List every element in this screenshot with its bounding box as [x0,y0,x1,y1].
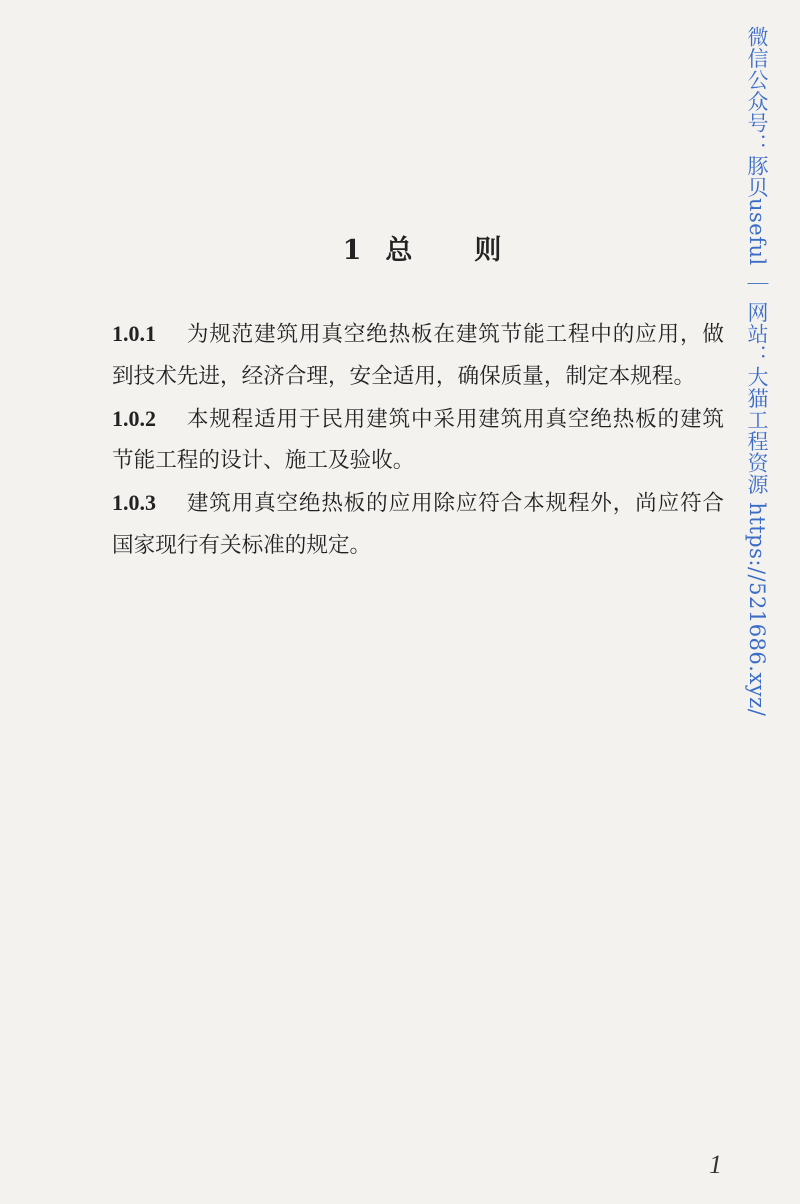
clause-text: 节能工程的设计、施工及验收。 [112,448,415,474]
page-number: 1 [709,1150,722,1179]
clause-line [112,525,724,567]
clauses [112,313,724,567]
clause-text: 建筑用真空绝热板的应用除应符合本规程外，尚应符合 [186,491,724,517]
clause-line [112,356,724,398]
clause-line [112,313,724,356]
watermark: 微信公众号：豚贝useful ｜ 网站：大猫工程资源 https://521686.xyz/ [745,26,769,717]
clause-number: 1.0.2 [112,405,156,431]
clause-number: 1.0.3 [112,490,156,516]
chapter-title [0,228,800,267]
clause-number: 1.0.1 [112,321,156,346]
clause-text: 本规程适用于民用建筑中采用建筑用真空绝热板的建筑 [186,406,724,432]
clause-line [112,482,724,525]
clause-text: 为规范建筑用真空绝热板在建筑节能工程中的应用，做 [186,322,724,347]
chapter-title-a: 总 [385,235,415,266]
chapter-title-b: 则 [474,235,504,266]
clause-text: 到技术先进，经济合理，安全适用，确保质量，制定本规程。 [112,363,696,389]
chapter-number: 1 [342,235,364,266]
clause-text: 国家现行有关标准的规定。 [112,532,372,558]
clause-line [112,440,724,482]
clause-line [112,398,724,441]
